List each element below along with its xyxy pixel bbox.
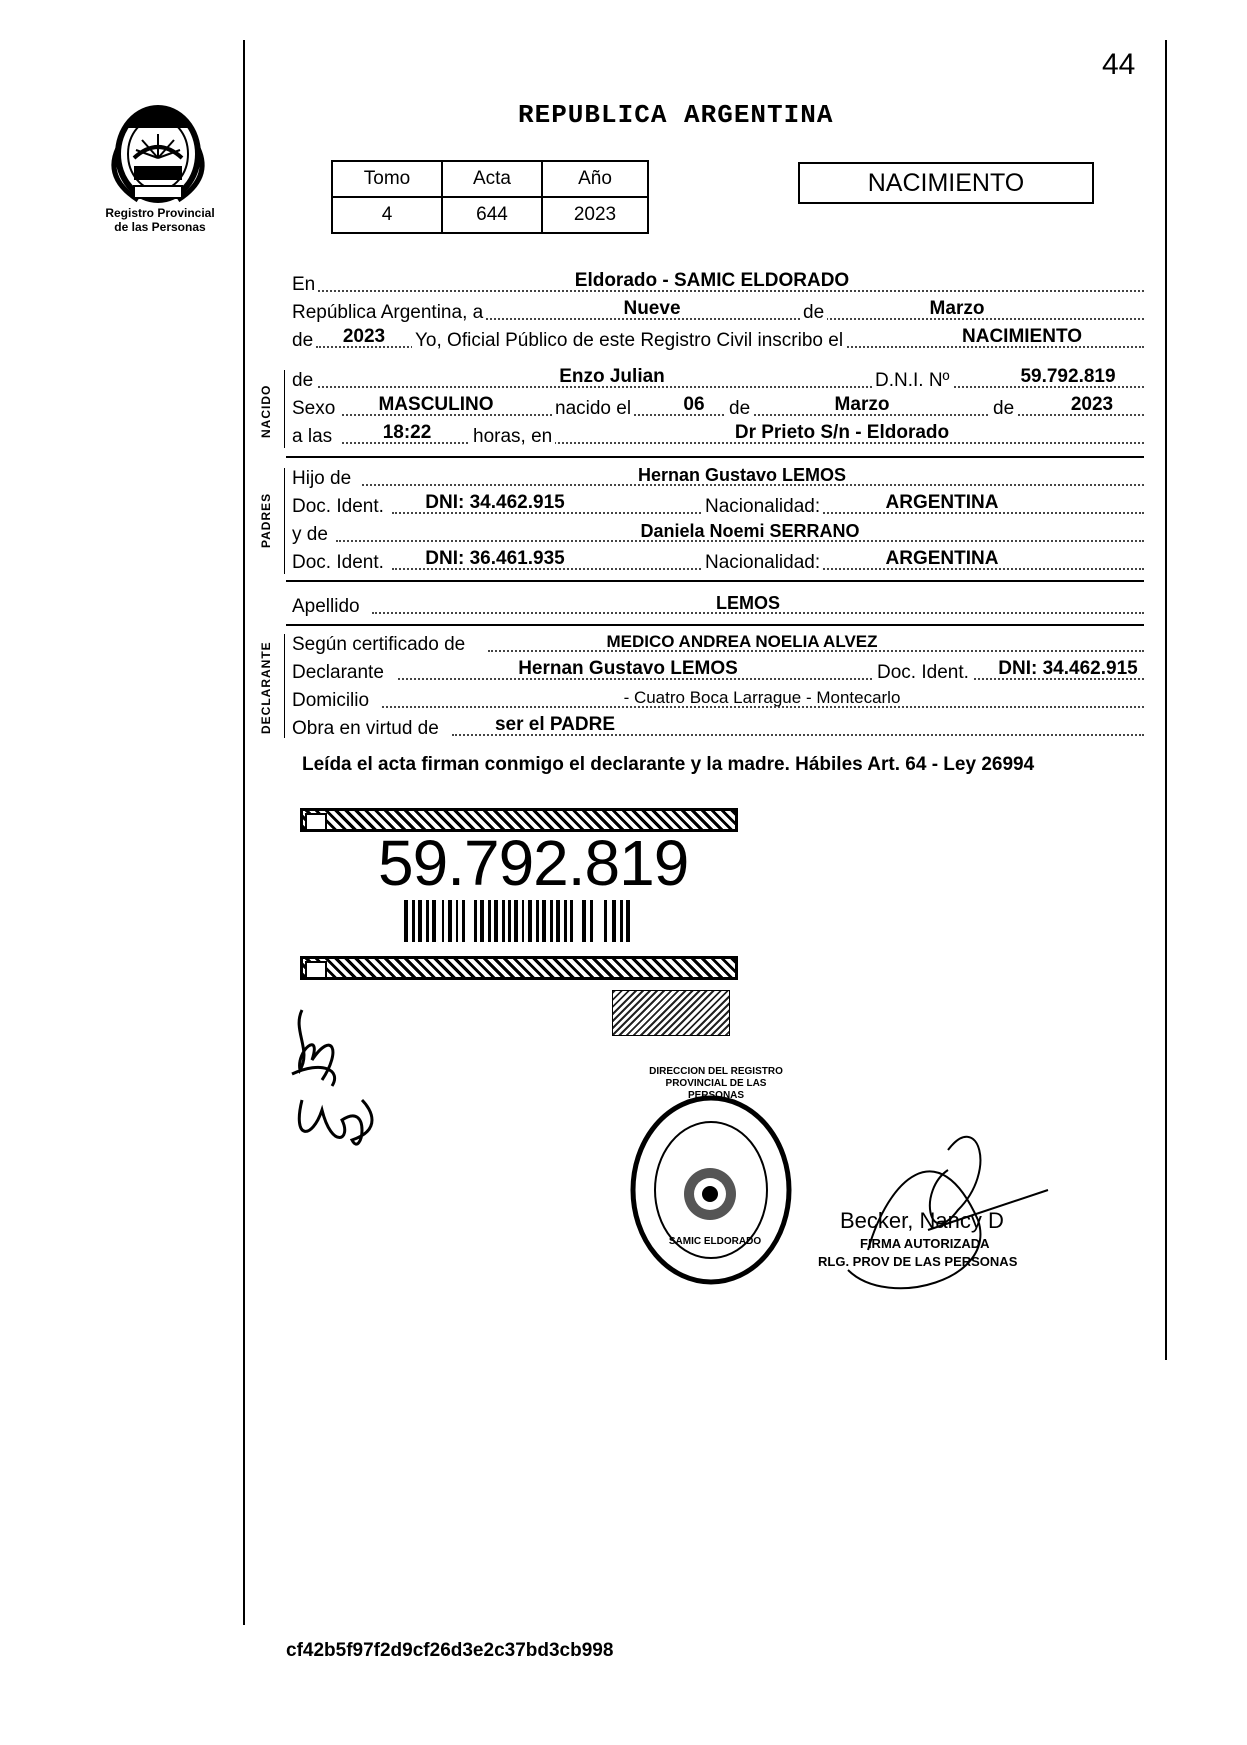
provincial-logo	[98, 88, 218, 208]
row-declarante	[292, 656, 1144, 686]
row-padre-doc	[292, 490, 1144, 520]
value-padre-nac: ARGENTINA	[885, 492, 999, 513]
anio-value: 2023	[542, 197, 648, 233]
label-doc-ident-padre: Doc. Ident.	[292, 496, 387, 518]
label-segun-certificado: Según certificado de	[292, 634, 468, 656]
official-org: RLG. PROV DE LAS PERSONAS	[818, 1254, 1018, 1269]
row-hora	[292, 420, 1144, 450]
barcode	[404, 900, 644, 947]
label-sexo: Sexo	[292, 398, 338, 420]
value-lugar: Eldorado - SAMIC ELDORADO	[574, 270, 850, 291]
section-label-padres: PADRES	[259, 492, 273, 548]
acta-header: Acta	[442, 161, 542, 197]
row-apellido	[292, 590, 1144, 620]
row-sexo	[292, 392, 1144, 422]
barcode-band-bottom	[300, 956, 738, 980]
value-madre: Daniela Noemi SERRANO	[640, 521, 860, 541]
official-name: Becker, Nancy D	[840, 1208, 1004, 1233]
value-sexo: MASCULINO	[378, 394, 494, 415]
label-nacionalidad-padre: Nacionalidad:	[702, 496, 823, 518]
label-obra-en-virtud: Obra en virtud de	[292, 718, 442, 740]
value-dia-texto: Nueve	[623, 298, 681, 319]
label-en: En	[292, 274, 318, 296]
section-label-nacido: NACIDO	[259, 384, 273, 438]
label-nacionalidad-madre: Nacionalidad:	[702, 552, 823, 574]
value-nac-dia: 06	[683, 394, 705, 415]
row-fecha	[292, 296, 1144, 326]
label-apellido: Apellido	[292, 596, 363, 618]
label-dni: D.N.I. Nº	[872, 370, 953, 392]
row-virtud	[292, 712, 1144, 742]
padres-bracket	[284, 468, 285, 574]
label-republica: República Argentina, a	[292, 302, 486, 324]
value-declarante-doc: DNI: 34.462.915	[998, 658, 1138, 679]
handwritten-signature-icon	[282, 990, 392, 1150]
label-y-de: y de	[292, 524, 331, 546]
value-virtud: ser el PADRE	[494, 714, 616, 735]
value-anio: 2023	[342, 326, 386, 347]
label-de-nac-anio: de	[990, 398, 1017, 420]
label-horas-en: horas, en	[470, 426, 555, 448]
row-lugar	[292, 268, 1144, 298]
padres-divider	[286, 580, 1144, 582]
row-madre	[292, 518, 1144, 548]
misiones-shield-icon	[98, 88, 218, 208]
value-padre: Hernan Gustavo LEMOS	[637, 465, 847, 485]
tomo-header: Tomo	[332, 161, 442, 197]
row-padre	[292, 462, 1144, 492]
label-de-nombre: de	[292, 370, 316, 392]
barcode-number: 59.792.819	[378, 827, 689, 899]
value-madre-nac: ARGENTINA	[885, 548, 999, 569]
value-hora: 18:22	[382, 422, 432, 443]
label-a-las: a las	[292, 426, 335, 448]
logo-title: Registro Provincial de las Personas	[105, 206, 215, 234]
label-de-nac-mes: de	[726, 398, 753, 420]
value-domicilio: - Cuatro Boca Larrague - Montecarlo	[623, 688, 901, 707]
nacido-bracket	[284, 370, 285, 448]
row-acto	[292, 324, 1144, 354]
row-nombre	[292, 364, 1144, 394]
value-apellido: LEMOS	[715, 593, 780, 613]
value-nombre: Enzo Julian	[559, 366, 665, 387]
country-heading: REPUBLICA ARGENTINA	[518, 100, 834, 130]
register-table	[331, 160, 649, 234]
right-margin-line	[1165, 40, 1167, 1360]
label-de-mes: de	[800, 302, 827, 324]
security-hologram	[612, 990, 730, 1036]
legal-note: Leída el acta firman conmigo el declarante y la madre. Hábiles Art. 64 - Ley 26994	[302, 754, 1035, 775]
value-mes-texto: Marzo	[929, 298, 985, 319]
value-lugar-nac: Dr Prieto S/n - Eldorado	[734, 422, 950, 443]
section-label-declarante: DECLARANTE	[259, 641, 273, 734]
document-hash: cf42b5f97f2d9cf26d3e2c37bd3cb998	[286, 1640, 614, 1661]
official-seal	[626, 1090, 796, 1295]
left-margin-line	[243, 40, 245, 1625]
row-certificado	[292, 628, 1144, 658]
label-hijo-de: Hijo de	[292, 468, 354, 490]
label-doc-ident-madre: Doc. Ident.	[292, 552, 387, 574]
seal-outer-text: DIRECCION DEL REGISTRO PROVINCIAL DE LAS PERSONAS	[649, 1066, 783, 1101]
tomo-value: 4	[332, 197, 442, 233]
value-nac-mes: Marzo	[834, 394, 890, 415]
declarante-bracket	[284, 634, 285, 738]
label-domicilio: Domicilio	[292, 690, 372, 712]
record-type-box: NACIMIENTO	[798, 162, 1094, 204]
label-yo-oficial: Yo, Oficial Público de este Registro Civil inscribo el	[412, 330, 846, 352]
page-number: 44	[1102, 48, 1136, 81]
label-nacido-el: nacido el	[552, 398, 634, 420]
anio-header: Año	[542, 161, 648, 197]
row-domicilio	[292, 684, 1144, 714]
value-acto: NACIMIENTO	[962, 326, 1082, 347]
value-madre-doc: DNI: 36.461.935	[425, 548, 565, 569]
nacido-divider	[286, 456, 1144, 458]
value-nac-anio: 2023	[1070, 394, 1114, 415]
value-declarante: Hernan Gustavo LEMOS	[518, 658, 738, 679]
value-certificado: MEDICO ANDREA NOELIA ALVEZ	[606, 632, 878, 651]
barcode-icon	[404, 900, 644, 942]
label-doc-ident-declarante: Doc. Ident.	[874, 662, 972, 684]
seal-inner-text: SAMIC ELDORADO	[668, 1236, 762, 1247]
apellido-divider	[286, 624, 1144, 626]
official-role: FIRMA AUTORIZADA	[860, 1236, 990, 1251]
acta-value: 644	[442, 197, 542, 233]
label-de-anio: de	[292, 330, 316, 352]
value-dni: 59.792.819	[1020, 366, 1116, 387]
signature-declarante	[282, 990, 392, 1155]
label-declarante: Declarante	[292, 662, 387, 684]
value-padre-doc: DNI: 34.462.915	[425, 492, 565, 513]
registro-seal-icon	[626, 1090, 796, 1290]
row-madre-doc	[292, 546, 1144, 576]
